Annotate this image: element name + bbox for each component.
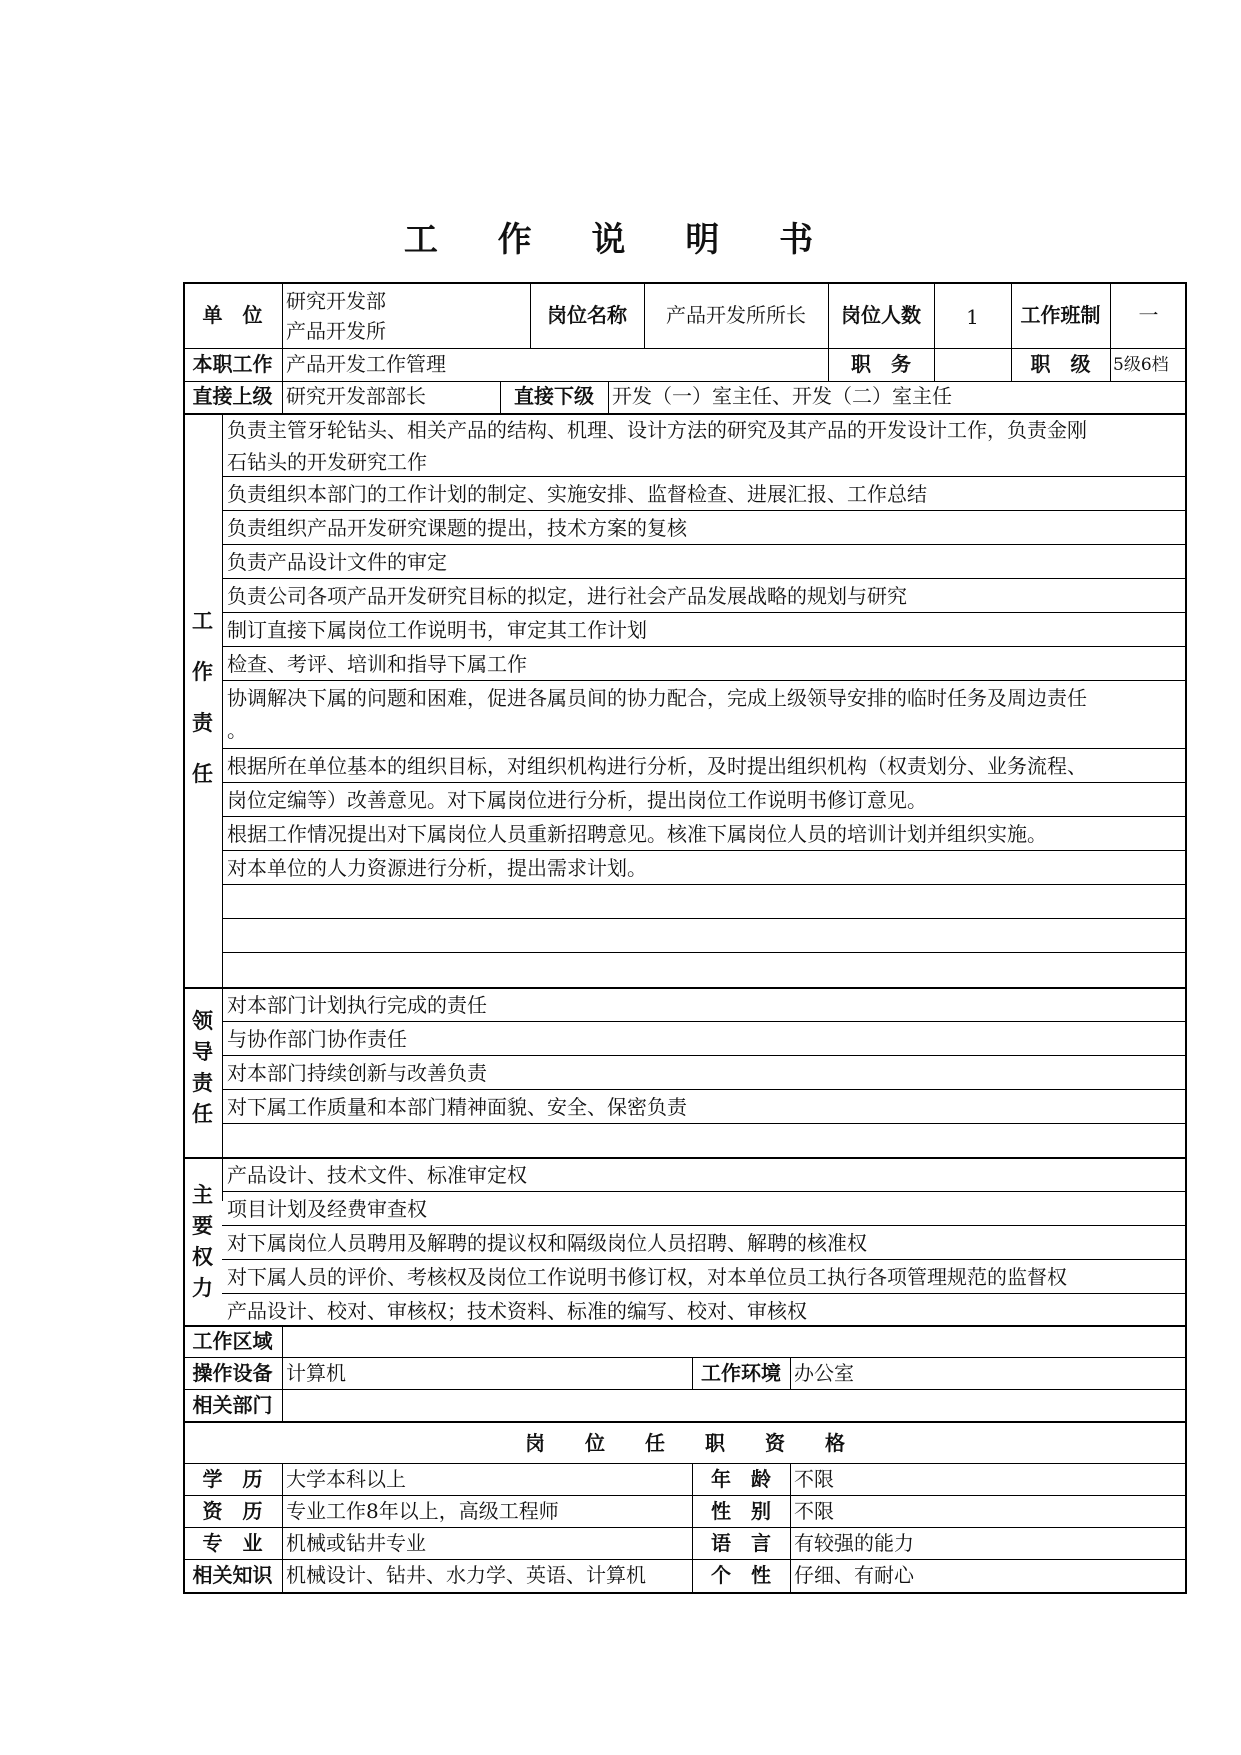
gender-label: 性 别 (711, 1499, 771, 1523)
duty-item: 负责组织本部门的工作计划的制定、实施安排、监督检查、进展汇报、工作总结 (227, 482, 927, 506)
duty-item-cont: 。 (227, 718, 247, 742)
age-label: 年 龄 (711, 1467, 771, 1491)
work-area-label: 工作区域 (192, 1329, 273, 1353)
duty-item: 负责公司各项产品开发研究目标的拟定，进行社会产品发展战略的规划与研究 (227, 584, 907, 608)
education-label: 学 历 (202, 1467, 263, 1491)
leadership-item: 对本部门持续创新与改善负责 (227, 1061, 487, 1085)
knowledge-label: 相关知识 (192, 1563, 273, 1587)
headcount-label: 岗位人数 (841, 303, 921, 327)
language-value: 有较强的能力 (794, 1531, 914, 1555)
duty-item: 协调解决下属的问题和困难，促进各属员间的协力配合，完成上级领导安排的临时任务及周边责任 (227, 686, 1087, 710)
work-env-value: 办公室 (794, 1361, 854, 1385)
duty-item: 根据所在单位基本的组织目标，对组织机构进行分析，及时提出组织机构（权责划分、业务流程、 (227, 754, 1087, 778)
gender-value: 不限 (794, 1499, 834, 1523)
authority-label: 主 要 权 力 (192, 1183, 213, 1300)
duty-item: 对本单位的人力资源进行分析，提出需求计划。 (227, 856, 647, 880)
leadership-item: 对本部门计划执行完成的责任 (227, 993, 487, 1017)
leadership-item: 与协作部门协作责任 (227, 1027, 407, 1051)
duty-item-cont: 岗位定编等）改善意见。对下属岗位进行分析，提出岗位工作说明书修订意见。 (227, 788, 927, 812)
superior-value: 研究开发部部长 (286, 384, 426, 408)
duty-value: 产品开发工作管理 (286, 352, 446, 376)
duty-item-cont: 石钻头的开发研究工作 (227, 450, 427, 474)
knowledge-value: 机械设计、钻井、水力学、英语、计算机 (286, 1563, 646, 1587)
duty-item: 负责主管牙轮钻头、相关产品的结构、机理、设计方法的研究及其产品的开发设计工作，负责金刚 (227, 418, 1087, 442)
authority-item: 对下属岗位人员聘用及解聘的提议权和隔级岗位人员招聘、解聘的核准权 (227, 1231, 867, 1255)
subordinate-value: 开发（一）室主任、开发（二）室主任 (612, 384, 952, 408)
qualifications-heading: 岗 位 任 职 资 格 (525, 1431, 845, 1455)
position-label: 职 务 (851, 352, 911, 376)
experience-label: 资 历 (202, 1499, 263, 1523)
personality-value: 仔细、有耐心 (794, 1563, 914, 1587)
headcount-value: 1 (966, 305, 979, 329)
duty-label: 本职工作 (192, 352, 273, 376)
duty-item: 根据工作情况提出对下属岗位人员重新招聘意见。核准下属岗位人员的培训计划并组织实施。 (227, 822, 1047, 846)
unit-value-line2: 产品开发所 (286, 319, 386, 343)
equipment-label: 操作设备 (192, 1361, 273, 1385)
job-description-table (183, 282, 1187, 1594)
related-dept-label: 相关部门 (192, 1393, 273, 1417)
duty-item: 负责组织产品开发研究课题的提出，技术方案的复核 (227, 516, 687, 540)
shift-value: 一 (1138, 303, 1159, 327)
education-value: 大学本科以上 (286, 1467, 406, 1491)
grade-label: 职 级 (1030, 352, 1091, 376)
unit-label: 单 位 (202, 303, 263, 327)
post-name-value: 产品开发所所长 (666, 303, 806, 327)
subordinate-label: 直接下级 (514, 384, 594, 408)
unit-value-line1: 研究开发部 (286, 289, 386, 313)
authority-item: 产品设计、校对、审核权；技术资料、标准的编写、校对、审核权 (227, 1299, 807, 1323)
age-value: 不限 (794, 1467, 834, 1491)
document-title: 工 作 说 明 书 (403, 220, 838, 260)
authority-item: 对下属人员的评价、考核权及岗位工作说明书修订权，对本单位员工执行各项管理规范的监督权 (227, 1265, 1067, 1289)
duty-item: 负责产品设计文件的审定 (227, 550, 447, 574)
work-env-label: 工作环境 (701, 1361, 781, 1385)
major-value: 机械或钻井专业 (286, 1531, 426, 1555)
shift-label: 工作班制 (1020, 303, 1101, 327)
experience-value: 专业工作8年以上，高级工程师 (286, 1499, 559, 1523)
superior-label: 直接上级 (192, 384, 273, 408)
duty-item: 检查、考评、培训和指导下属工作 (227, 652, 527, 676)
personality-label: 个 性 (711, 1563, 771, 1587)
language-label: 语 言 (711, 1531, 771, 1555)
grade-value: 5级6档 (1113, 355, 1169, 375)
major-label: 专 业 (202, 1531, 263, 1555)
authority-item: 项目计划及经费审查权 (227, 1197, 427, 1221)
leadership-item: 对下属工作质量和本部门精神面貌、安全、保密负责 (227, 1095, 687, 1119)
duty-item: 制订直接下属岗位工作说明书，审定其工作计划 (227, 618, 647, 642)
post-name-label: 岗位名称 (547, 303, 627, 327)
equipment-value: 计算机 (286, 1361, 346, 1385)
leadership-label: 领 导 责 任 (192, 1009, 213, 1126)
work-duties-label: 工 作 责 任 (192, 609, 213, 786)
authority-item: 产品设计、技术文件、标准审定权 (227, 1163, 527, 1187)
